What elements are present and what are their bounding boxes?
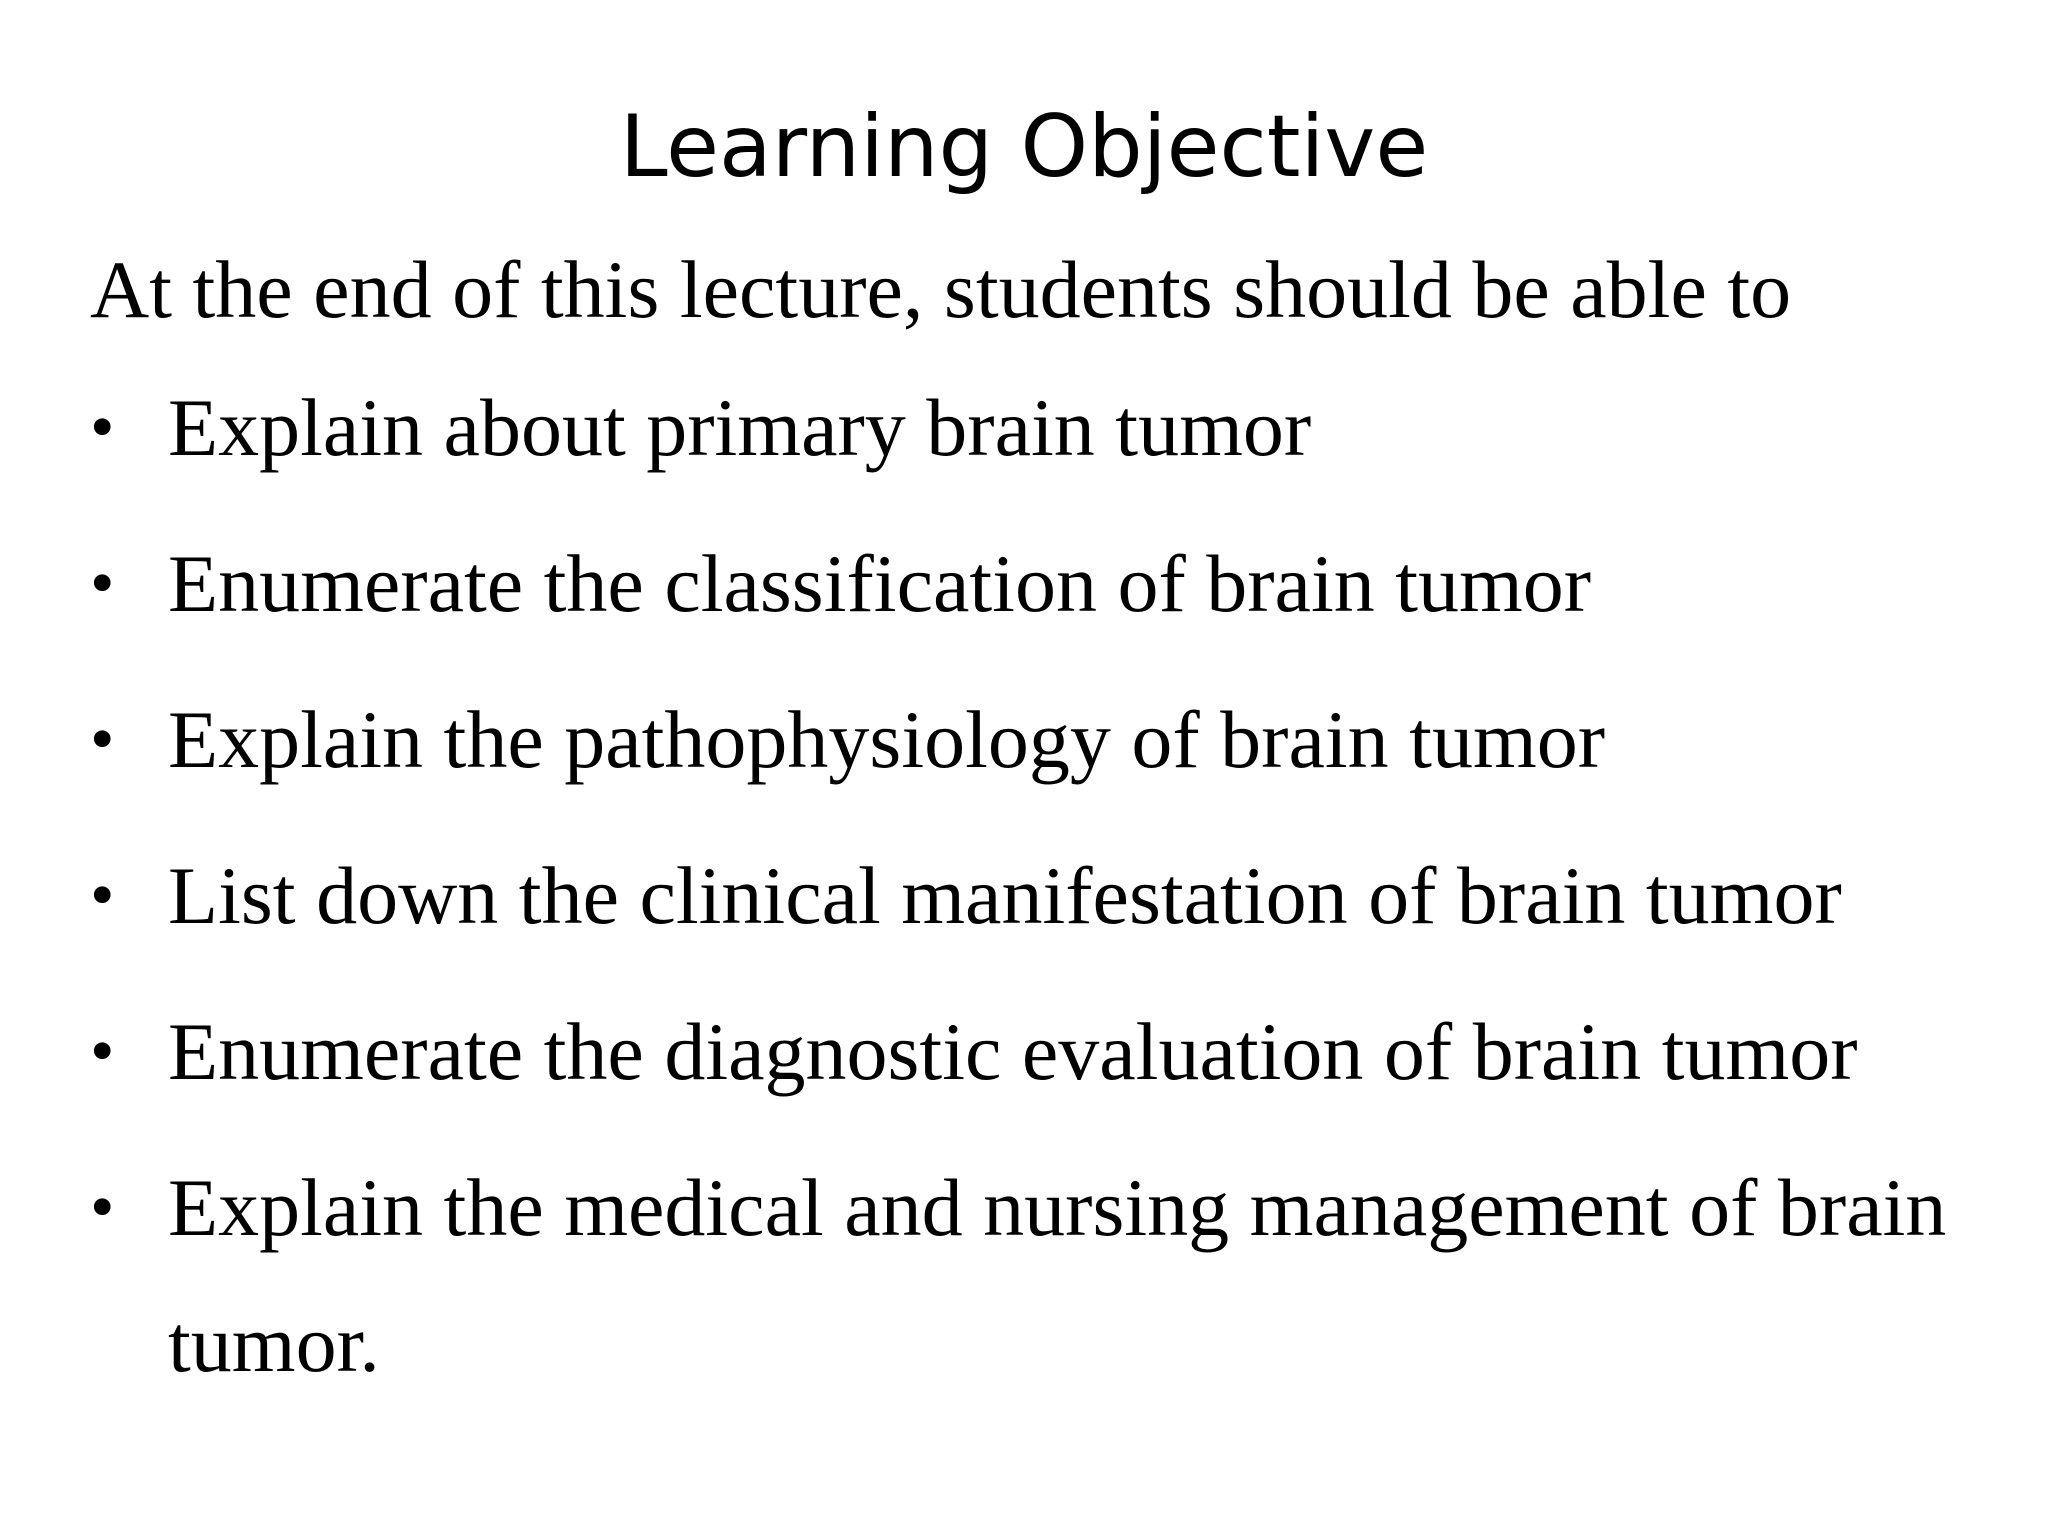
bullet-icon: • [90,701,115,778]
objective-text: List down the clinical manifestation of brain tumor [168,850,1842,941]
objective-text: Explain the pathophysiology of brain tumor [168,694,1606,785]
bullet-icon: • [90,545,115,622]
objective-text: Enumerate the classification of brain tumor [168,538,1592,629]
bullet-icon: • [90,1169,115,1246]
bullet-icon: • [90,857,115,934]
bullet-icon: • [90,389,115,466]
objective-text: Explain about primary brain tumor [168,382,1312,473]
slide-intro: At the end of this lecture, students should be able to [90,244,1792,335]
objective-text: Enumerate the diagnostic evaluation of brain tumor [168,1006,1858,1097]
bullet-icon: • [90,1013,115,1090]
objective-text: Explain the medical and nursing management of brain tumor. [168,1162,1947,1389]
slide-title: Learning Objective [619,97,1429,197]
